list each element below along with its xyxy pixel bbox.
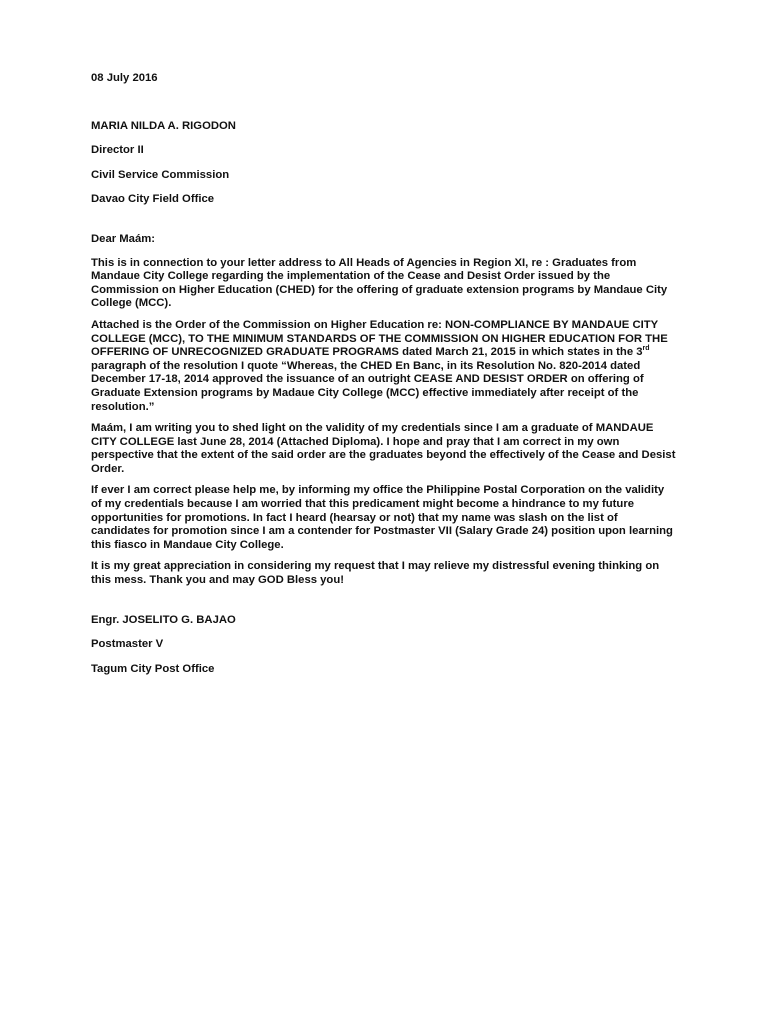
letter-date: 08 July 2016 [91,72,158,84]
recipient-name: MARIA NILDA A. RIGODON [91,119,236,132]
paragraph-order-text-end: paragraph of the resolution I quote “Whereas, the CHED En Banc, in its Resolution No. 820-2014 dated December 17-18, 2014 approved the issuance of an outright CEASE AND DESIST ORDER on offering of Graduate Extension programs by Madaue City College (MCC) effective immediately after receipt of the resolution.” [91,359,644,413]
recipient-title: Director II [91,144,144,157]
signatory-title: Postmaster V [91,638,164,651]
ordinal-superscript: rd [642,345,650,353]
paragraph-credentials: Maám, I am writing you to shed light on the validity of my credentials since I am a graduate of MANDAUE CITY COLLEGE last June 28, 2014 (Attached Diploma). I hope and pray that I am correct in my own perspective that the extent of the said order are the graduates beyond the effectively of the Cease and Desist Order. [91,422,676,475]
signatory-office: Tagum City Post Office [91,662,215,675]
paragraph-order [91,319,677,414]
letter-body [91,72,677,687]
recipient-office: Davao City Field Office [91,193,215,206]
recipient-organization: Civil Service Commission [91,168,230,181]
salutation: Dear Maám: [91,232,156,245]
paragraph-intro: This is in connection to your letter address to All Heads of Agencies in Region XI, re : Graduates from Mandaue City College regarding the implementation of the Cease and Desist Order issued by the Commission on Higher Education (CHED) for the offering of graduate extension programs by Mandaue City College (MCC). [91,256,668,310]
signatory-name: Engr. JOSELITO G. BAJAO [91,613,236,626]
paragraph-closing: It is my great appreciation in considering my request that I may relieve my distressful evening thinking on this mess. Thank you and may GOD Bless you! [91,560,660,587]
paragraph-request: If ever I am correct please help me, by informing my office the Philippine Postal Corporation on the validity of my credentials because I am worried that this predicament might become a hindrance to my future opportunities for promotions. In fact I heard (hearsay or not) that my name was slash on the list of candidates for promotion since I am a contender for Postmaster VII (Salary Grade 24) position upon learning this fiasco in Mandaue City College. [91,484,673,551]
paragraph-order-text-start: Attached is the Order of the Commission on Higher Education re: NON-COMPLIANCE BY MANDAUE CITY COLLEGE (MCC), TO THE MINIMUM STANDARDS OF THE COMMISSION ON HIGHER EDUCATION FOR THE OFFERING OF UNRECOGNIZED GRADUATE PROGRAMS dated March 21, 2015 in which states in the 3 [91,318,668,359]
